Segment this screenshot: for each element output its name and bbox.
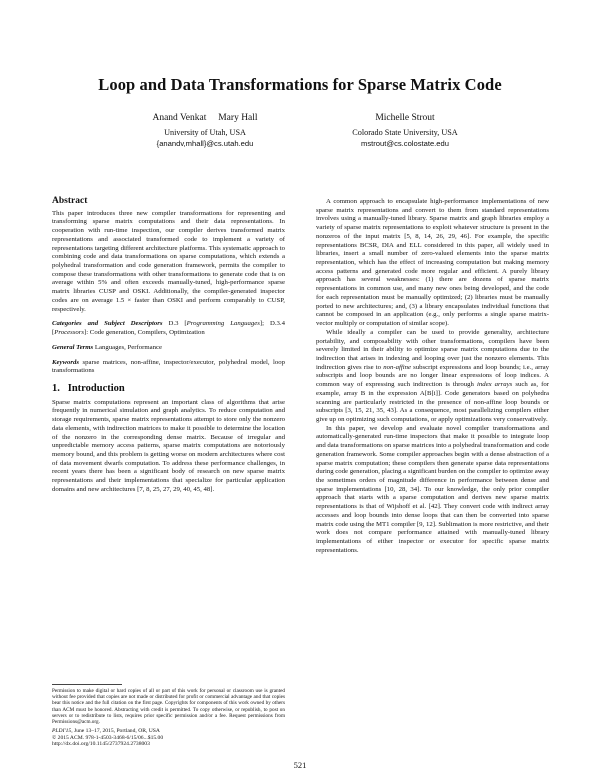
- author-names: Anand Venkat Mary Hall: [152, 113, 258, 123]
- author-affiliation: University of Utah, USA: [164, 127, 246, 137]
- body-paragraph: In this paper, we develop and evaluate novel compiler transformations and automatically-generated run-time inspectors that make it possible to integrate loop and data transformations on sparse matrices into a polyhedral transformation and code generation framework. Some compiler approaches begin with a dense abstraction of a sparse matrix computation; these compilers then generate sparse data representations during code generation, placing a significant burden on the compiler to optimize away the sometimes orders of magnitude difference in performance between dense and sparse implementations [10, 28, 34]. To our knowledge, the only prior compiler approach that starts with a sparse computation and derives new sparse matrix representations is that of Wijshoff et al. [42]. They convert code with indirect array accesses and loop bounds into dense loops that can then be converted into sparse matrix code using the MT1 compiler [9, 12]. Sublimation is more restrictive, and their work does not compare performance attained with manually-tuned library implementations of either inspector or executor for specific sparse matrix representations.: [316, 424, 549, 554]
- body-text: such as, for example, array B in the expression A[B[i]]. Code generators based on polyhedra scanning are particularly restricted in the presence of non-affine loop bounds or subscripts [3, 15, 21, 35, 43]. As a consequence, most parallelizing compilers either give up on optimizing such computations, or apply optimizations very conservatively.: [316, 381, 549, 423]
- body-italic: index arrays: [476, 381, 513, 389]
- venue-doi[interactable]: http://dx.doi.org/10.1145/2737924.2738003: [52, 741, 150, 748]
- author-affiliation: Colorado State University, USA: [352, 127, 458, 137]
- author-block-colorado: [320, 113, 490, 150]
- body-paragraph: [316, 329, 549, 425]
- categories-text: ]: Code generation, Compilers, Optimization: [84, 329, 205, 337]
- permission-text: Permission to make digital or hard copies of all or part of this work for personal or classroom use is granted without fee provided that copies are not made or distributed for profit or commercial advantage and that copies bear this notice and the full citation on the first page. Copyrights for components of this work owned by others than ACM must be honored. Abstracting with credit is permitted. To copy otherwise, or republish, to post on servers or to redistribute to lists, requires prior specific permission and/or a fee. Request permissions from Permissions@acm.org.: [52, 688, 285, 726]
- abstract-text: This paper introduces three new compiler transformations for representing and transforming sparse matrix computations and their data representations. In cooperation with run-time inspection, our compiler derives transformed matrix representations and associated transformed code to implement a variety of representations targeting different architecture platforms. This systematic approach to combining code and data transformations on sparse computations, which extends a polyhedral transformation and code generation framework, permits the compiler to compose these transformations with other transformations to generate code that is on average within 5% and often exceeds manually-tuned, high-performance sparse matrix libraries CUSP and OSKI. Additionally, the compiler-generated inspector codes are on average 1.5 × faster than OSKI and perform comparably to CUSP, respectively.: [52, 209, 285, 313]
- body-text: While ideally a compiler can be used to provide generality, architecture portability, and composability with other transformations, compilers have been severely limited in their ability to optimize sparse matrix computations due to the indirection that arises in indexing and looping over just the nonzero elements. This indirection gives rise to: [316, 328, 549, 371]
- author-block-utah: [110, 113, 300, 150]
- venue-copyright: © 2015 ACM. 978-1-4503-3468-6/15/06...$15.00: [52, 734, 164, 741]
- venue-info: [52, 728, 285, 748]
- categories-line: [52, 320, 285, 337]
- paper-title: Loop and Data Transformations for Sparse Matrix Code: [98, 75, 502, 94]
- keywords-label: Keywords: [52, 358, 79, 366]
- categories-italic: Programming Languages: [186, 320, 260, 328]
- right-column: [316, 198, 549, 555]
- footnote-rule: [52, 684, 122, 685]
- categories-text: ]; D.3.4 [: [52, 320, 285, 337]
- categories-italic: Processors: [54, 329, 84, 337]
- general-terms-label: General Terms: [52, 343, 94, 351]
- general-terms-text: Languages, Performance: [94, 343, 162, 351]
- author-names: Michelle Strout: [375, 113, 435, 123]
- keywords-text: sparse matrices, non-affine, inspector/executor, polyhedral model, loop transformations: [52, 358, 286, 375]
- body-paragraph: A common approach to encapsulate high-performance implementations of new sparse matrix representations and convert to them from standard representations involves using a manually-tuned library. Sparse matrix and graph libraries employ a variety of sparse matrix representations to exploit whatever structure is present in the nonzeros of the input matrix [5, 8, 14, 26, 29, 46]. For example, the specific representations BCSR, DIA and ELL considered in this paper, all widely used in libraries, insert a small number of zero-valued elements into the sparse matrix representation, which has the effect of increasing computation but making memory access patterns and generated code more regular and efficient. A purely library approach has several weaknesses: (1) there are dozens of sparse matrix representations in common use, and many new ones being developed, and the code for each representation must be manually optimized; (2) libraries must be manually ported to new architectures; and, (3) a library encapsulates individual functions that cannot be composed in an application (e.g., only performs a single sparse matrix-vector multiply or computation of similar scope).: [316, 198, 549, 328]
- general-terms-line: [52, 344, 285, 353]
- introduction-heading: 1. Introduction: [52, 382, 125, 394]
- author-email: mstrout@cs.colostate.edu: [361, 139, 449, 148]
- body-text: subscript expressions and loop bounds; i.e., array subscripts and loop bounds are no longer linear expressions of loop indices. A common way of expressing such indirection is through: [316, 363, 549, 389]
- abstract-heading: Abstract: [52, 196, 88, 206]
- venue-date: June 13–17, 2015, Portland, OR, USA: [72, 728, 160, 735]
- page-number: 521: [293, 760, 307, 770]
- keywords-line: [52, 359, 285, 376]
- categories-label: Categories and Subject Descriptors: [52, 320, 163, 328]
- left-column: [52, 197, 285, 495]
- venue-conference: PLDI'15,: [52, 728, 73, 735]
- intro-paragraph: Sparse matrix computations represent an important class of algorithms that arise frequently in numerical simulation and graph analytics. To reduce computation and storage requirements, sparse matrix representations attempt to store only the nonzero data elements, with indirection matrices to make it possible to determine the location of the nonzero in the corresponding dense matrix. Because of irregular and unpredictable memory access patterns, sparse matrix computations are notoriously memory bound, and this problem is getting worse on modern architectures where cost of data movement dwarfs computation. To address these performance challenges, in recent years there has been a significant body of research on new sparse matrix representations and their implementations that specialize for particular application domains and new architectures [7, 8, 25, 27, 29, 40, 45, 48].: [52, 398, 285, 493]
- categories-text: D.3 [: [168, 320, 187, 328]
- body-italic: non-affine: [383, 363, 411, 371]
- copyright-footnote: [52, 684, 285, 748]
- author-email: {anandv,mhall}@cs.utah.edu: [156, 139, 254, 148]
